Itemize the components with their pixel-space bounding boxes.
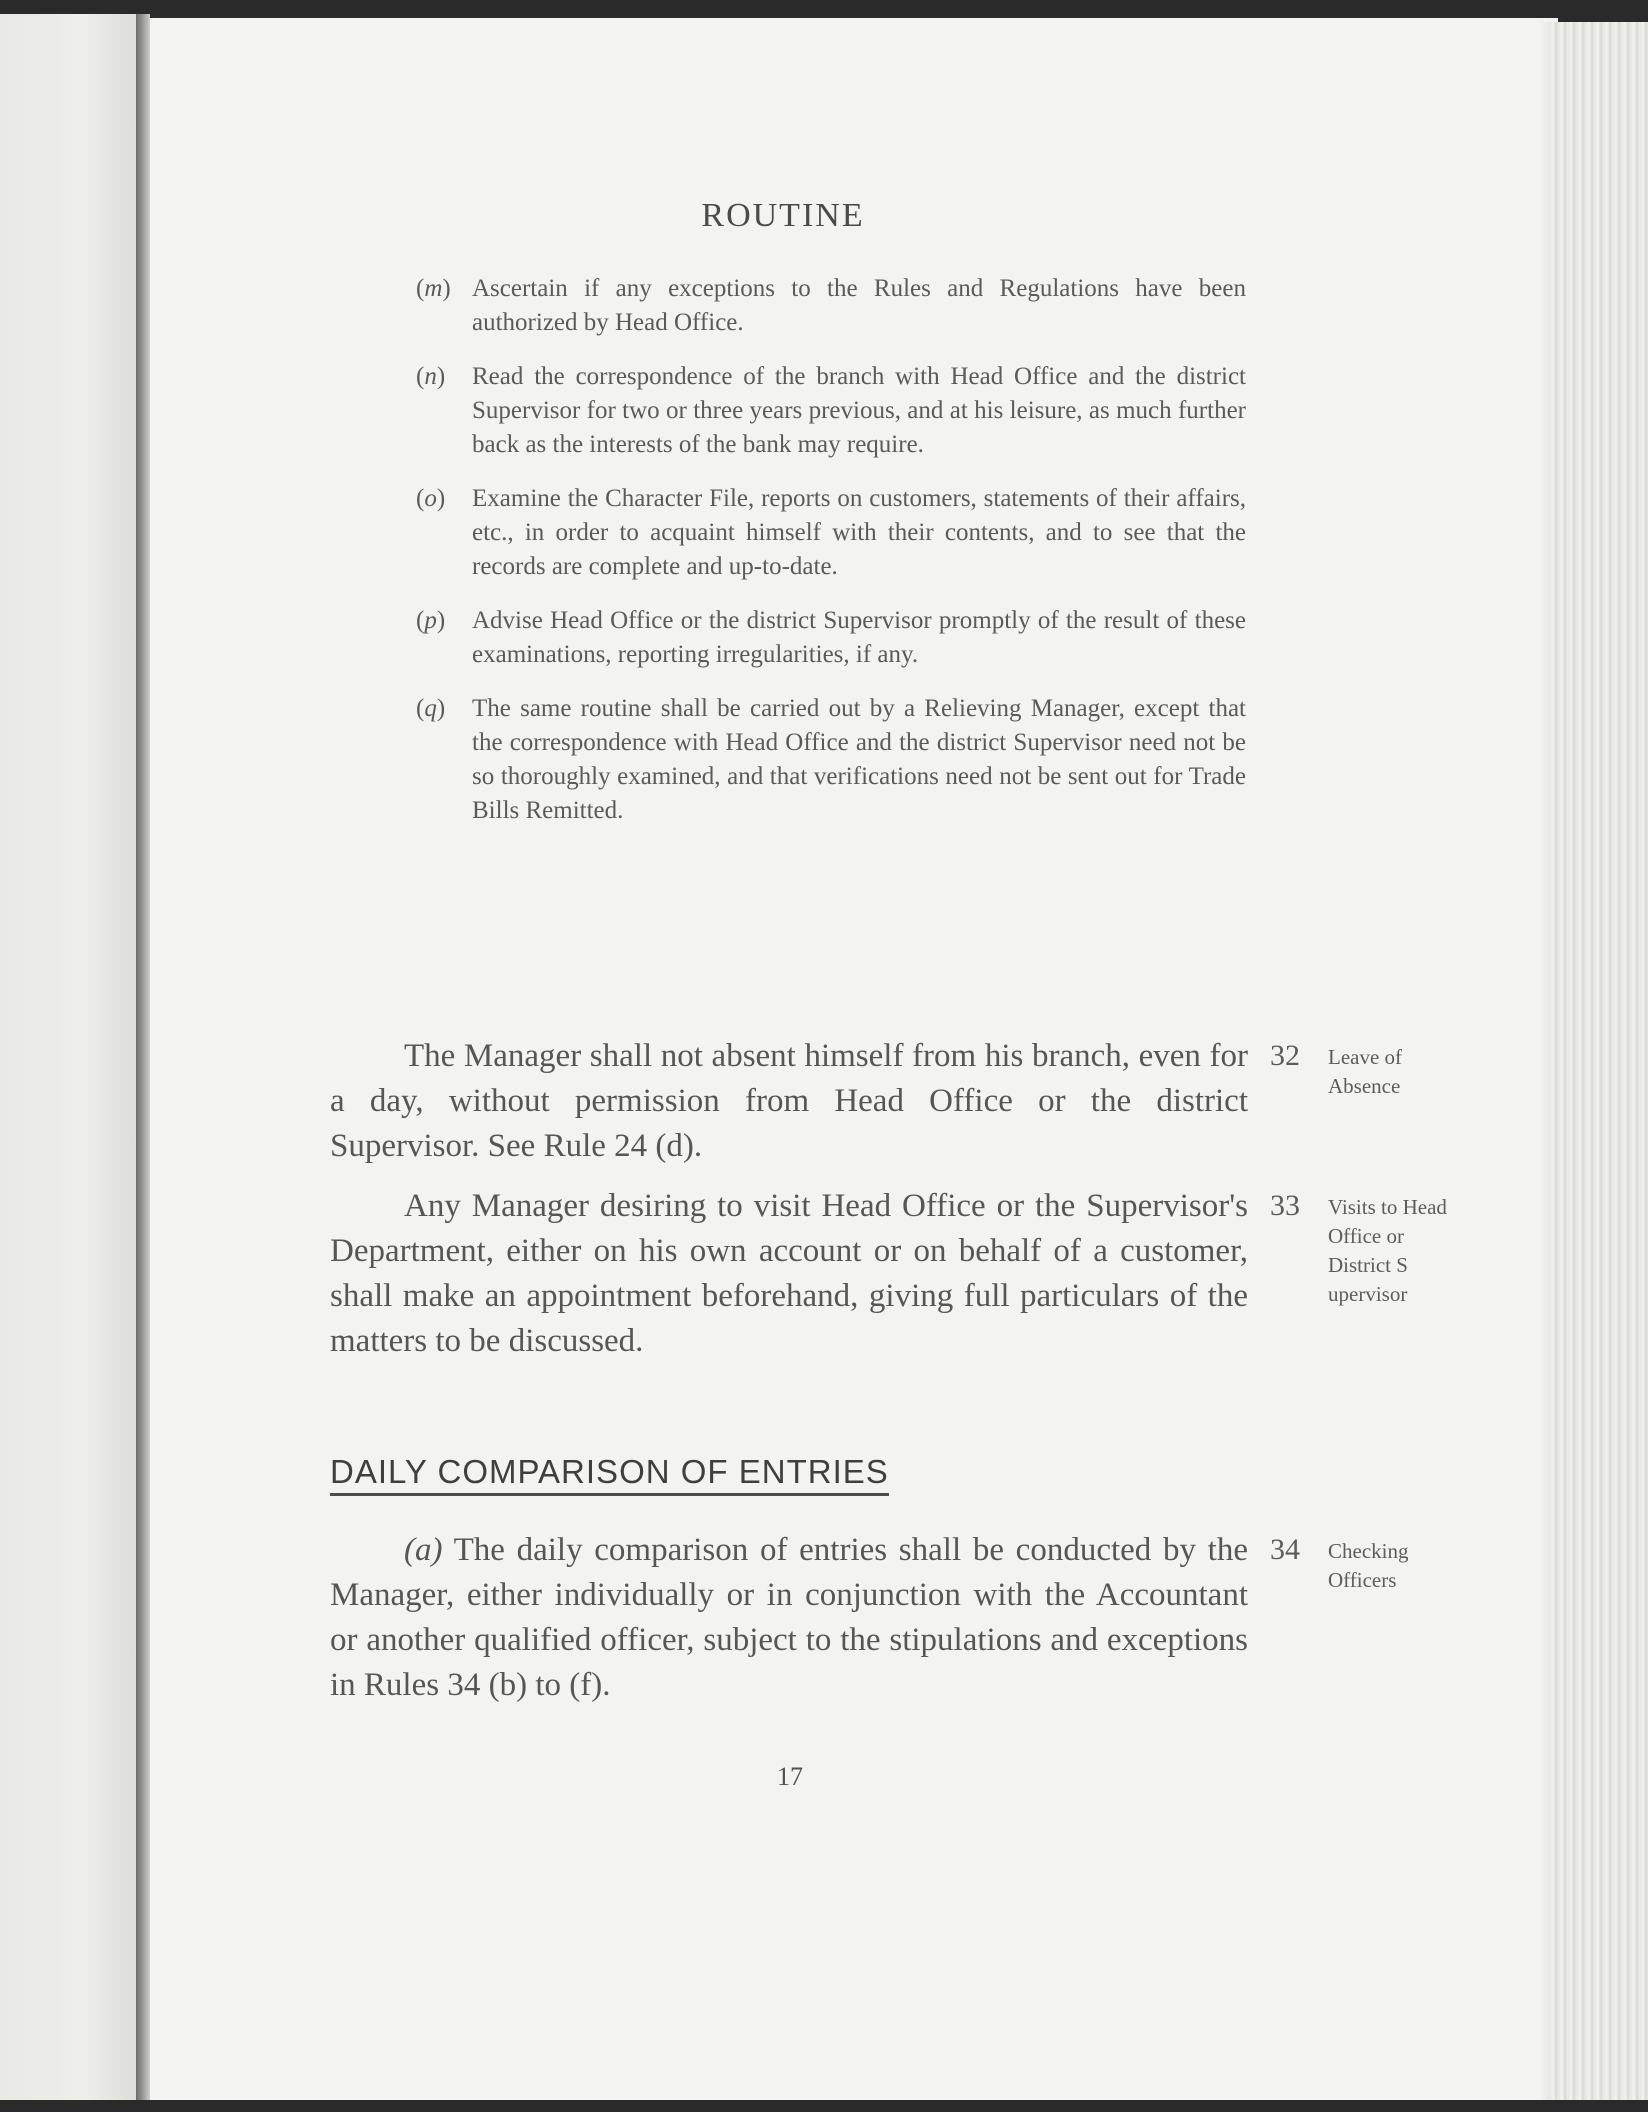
rule-number: 33 xyxy=(1270,1189,1300,1222)
item-text: Read the correspondence of the branch with Head Office and the district Supervisor for two or three years previous, and at his leisure, as much further back as the interests of the bank may require. xyxy=(472,363,1246,458)
item-text: Ascertain if any exceptions to the Rules and Regulations have been authorized by Head Office. xyxy=(472,275,1246,336)
rule-number: 32 xyxy=(1270,1039,1300,1072)
item-text: Examine the Character File, reports on customers, statements of their affairs, etc., in order to acquaint himself with their contents, and to see that the records are complete and up-to-date. xyxy=(472,485,1246,580)
rule-34-text: The daily comparison of entries shall be conducted by the Manager, either individually or in conjunction with the Accountant or another qualified officer, subject to the stipulations and exceptions in Rules 34 (b) to (f). xyxy=(330,1532,1248,1703)
page-stack-edges xyxy=(1550,22,1648,2100)
rule-34-label: (a) xyxy=(404,1532,443,1568)
rule-34-margin-note xyxy=(1270,1534,1470,1595)
running-heading: ROUTINE xyxy=(701,197,865,234)
rule-33-margin-note xyxy=(1270,1190,1470,1309)
rule-32-margin-note xyxy=(1270,1040,1470,1101)
margin-heading: Visits to Head Office or District S upervisor xyxy=(1328,1195,1447,1306)
list-item xyxy=(416,692,1246,828)
item-label: (p) xyxy=(416,607,446,634)
item-label: (o) xyxy=(416,485,446,512)
section-title: DAILY COMPARISON OF ENTRIES xyxy=(330,1453,889,1496)
rule-32-paragraph: The Manager shall not absent himself from his branch, even for a day, without permission from Head Office or the district Supervisor. See Rule 24 (d). xyxy=(330,1038,1248,1164)
margin-heading: Leave of Absence xyxy=(1328,1045,1403,1098)
list-item xyxy=(416,360,1246,462)
rule-34-paragraph xyxy=(330,1528,1248,1708)
routine-item-list xyxy=(416,272,1246,848)
item-text: The same routine shall be carried out by a Relieving Manager, except that the correspondence with Head Office and the district Supervisor need not be so thoroughly examined, and that verifications need not be sent out for Trade Bills Remitted. xyxy=(472,695,1246,824)
item-label: (n) xyxy=(416,363,446,390)
page-number: 17 xyxy=(777,1762,803,1791)
book-gutter xyxy=(136,14,150,2100)
list-item xyxy=(416,482,1246,584)
rule-number: 34 xyxy=(1270,1533,1300,1566)
item-label: (m) xyxy=(416,275,451,302)
item-label: (q) xyxy=(416,695,446,722)
rule-33-paragraph: Any Manager desiring to visit Head Office or the Supervisor's Department, either on his own account or on behalf of a customer, shall make an appointment beforehand, giving full particulars of the matters to be discussed. xyxy=(330,1188,1248,1359)
list-item xyxy=(416,604,1246,672)
facing-page-edge xyxy=(0,14,140,2100)
margin-heading: Checking Officers xyxy=(1328,1539,1409,1592)
item-text: Advise Head Office or the district Supervisor promptly of the result of these examinations, reporting irregularities, if any. xyxy=(472,607,1246,668)
list-item xyxy=(416,272,1246,340)
